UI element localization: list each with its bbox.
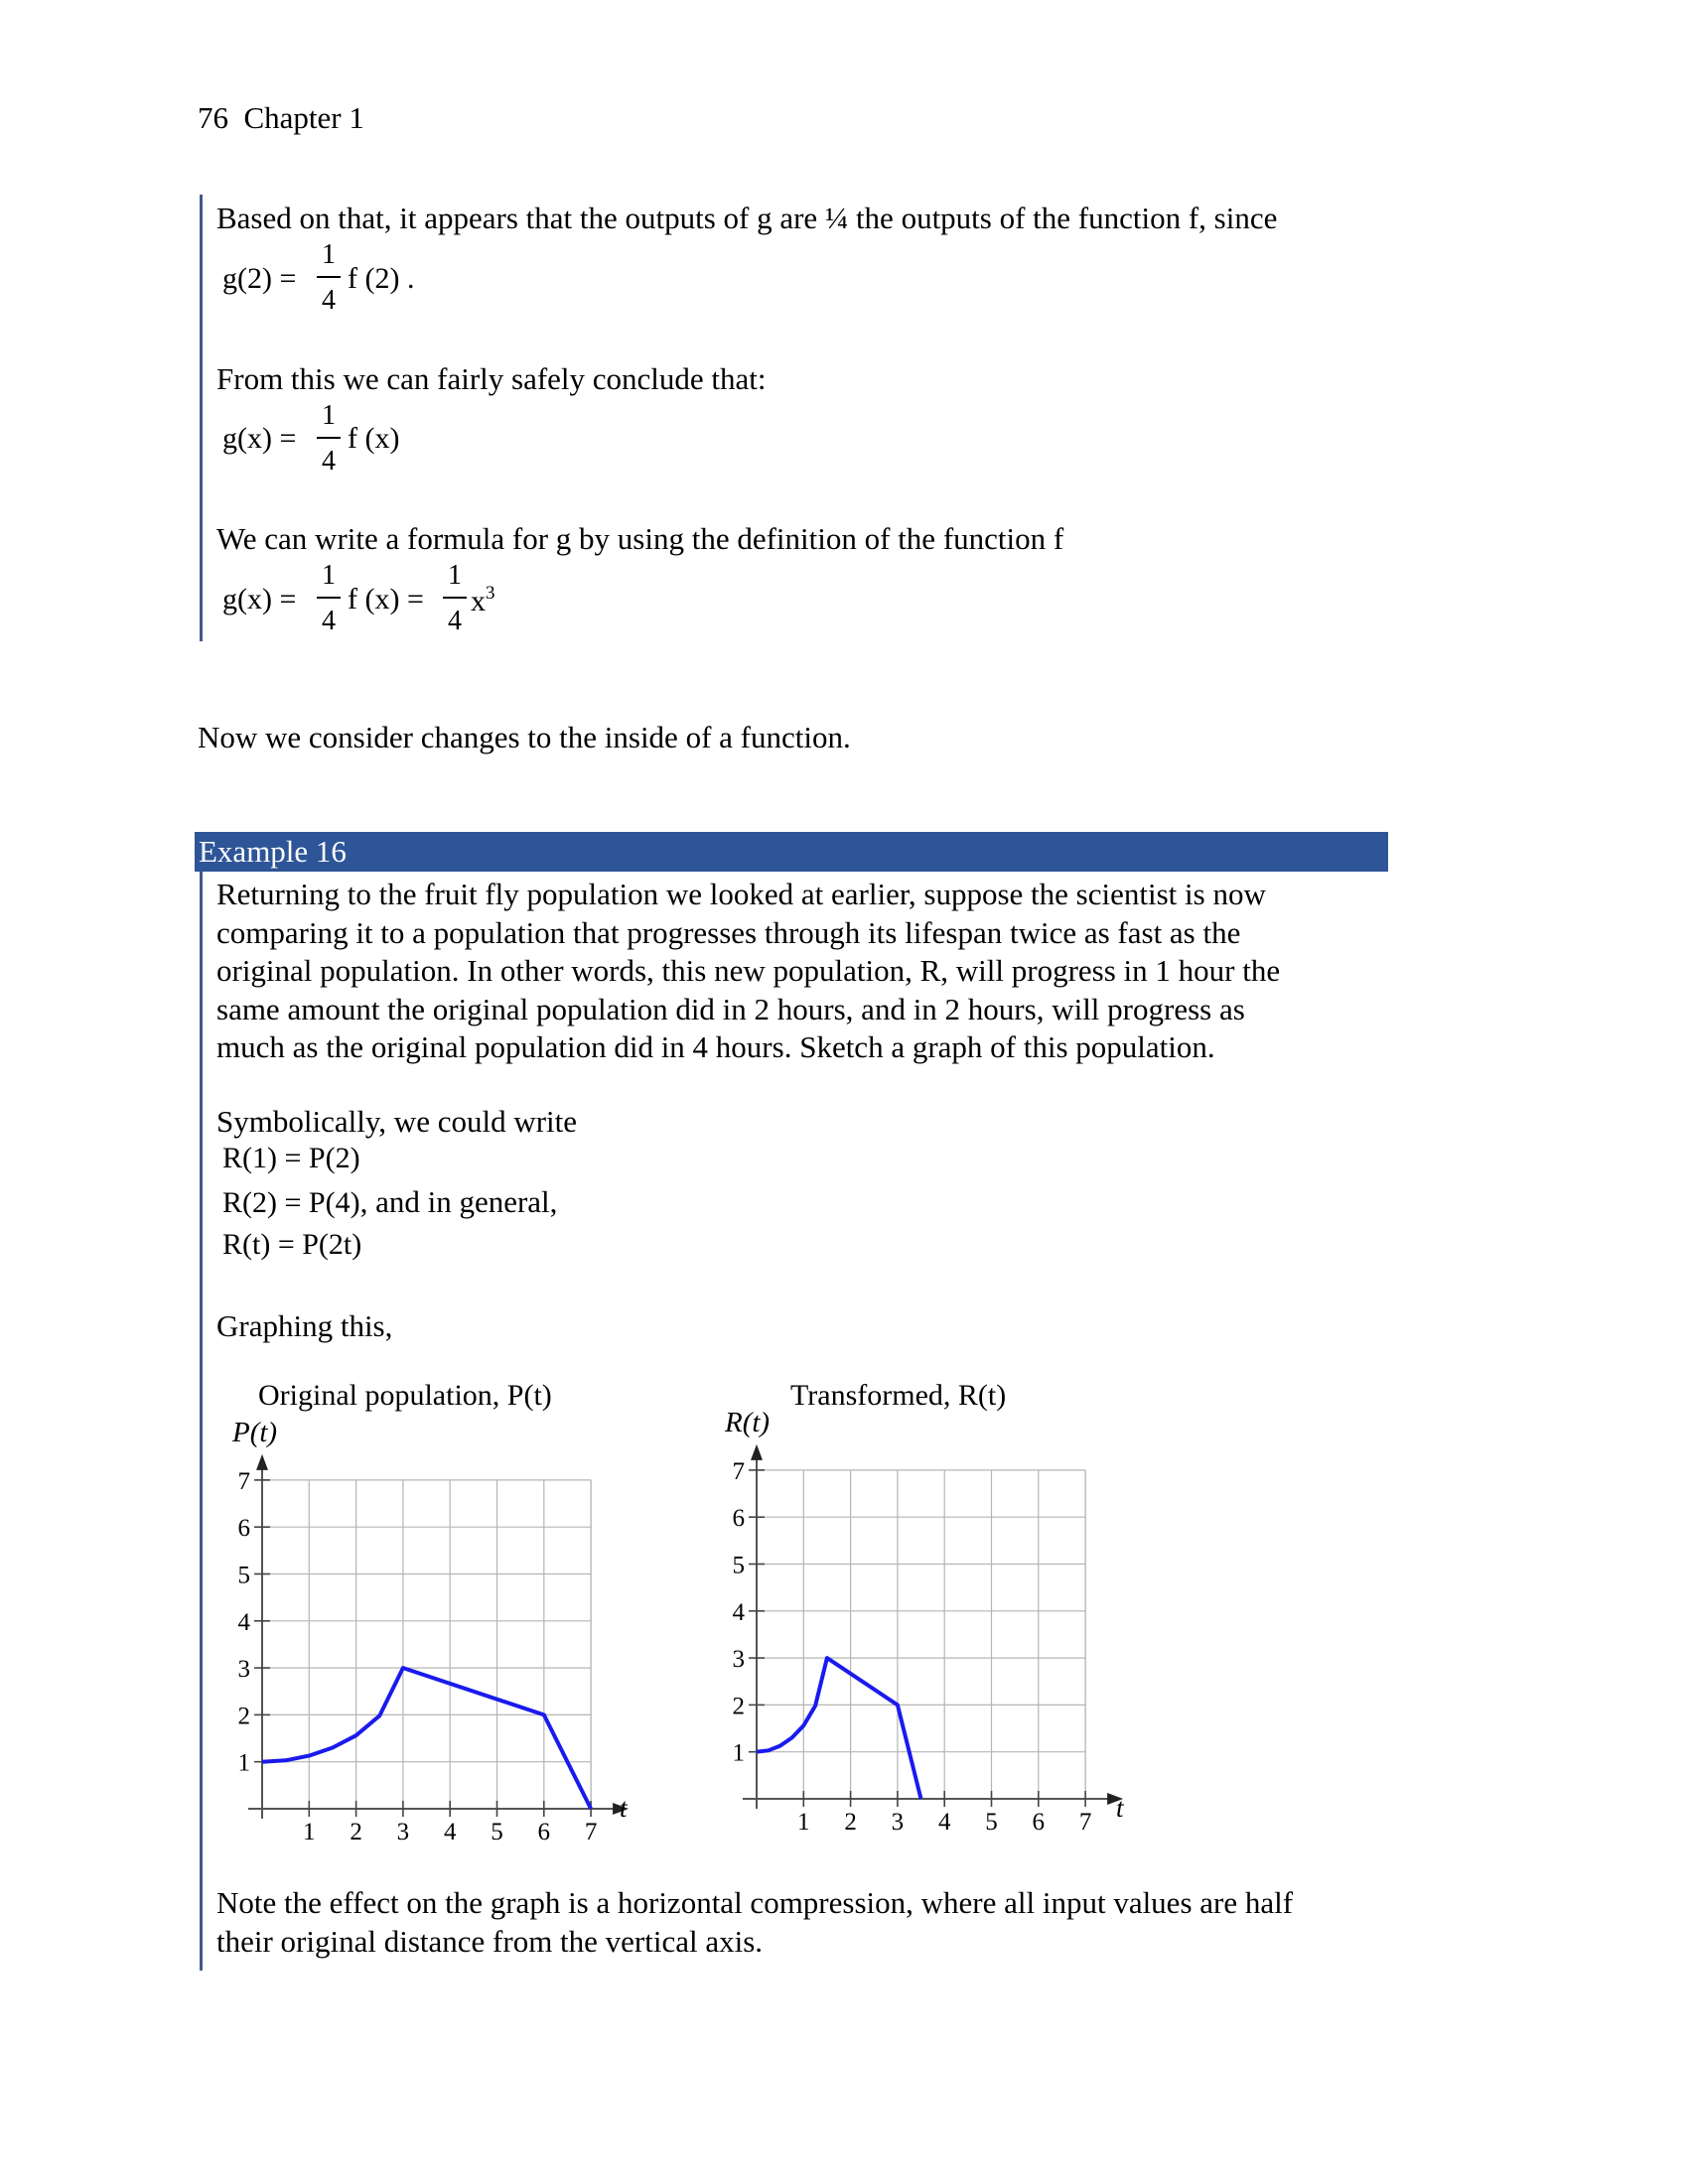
x-tick-label: 4	[937, 1809, 951, 1836]
y-tick-label: 7	[237, 1467, 250, 1495]
symbolic-eq-1: R(1) = P(2)	[222, 1142, 360, 1174]
eq3-denominator-1: 4	[322, 606, 336, 636]
eq1-lhs: g(2) =	[222, 262, 297, 295]
eq3-middle: f (x) =	[348, 583, 424, 615]
y-tick-label: 1	[237, 1749, 250, 1777]
x-tick-label: 2	[350, 1819, 362, 1845]
example-left-rule-top	[200, 195, 203, 641]
graphing-text: Graphing this,	[216, 1308, 393, 1343]
chart-title: Transformed, R(t)	[790, 1379, 1007, 1412]
x-tick-label: 5	[985, 1809, 998, 1836]
x-tick-label: 1	[303, 1819, 316, 1845]
y-tick-label: 4	[732, 1598, 745, 1626]
grid	[757, 1470, 1085, 1799]
x-tick-label: 3	[396, 1819, 410, 1845]
eq1-rhs: f (2) .	[348, 262, 415, 295]
y-tick-label: 2	[732, 1693, 745, 1720]
transition-sentence: Now we consider changes to the inside of a function.	[198, 720, 851, 754]
chart-ylabel: P(t)	[232, 1417, 278, 1448]
symbolic-intro: Symbolically, we could write	[216, 1104, 578, 1139]
chart-xlabel: t	[620, 1793, 628, 1823]
tick-labels	[238, 1468, 598, 1845]
x-tick-label: 2	[844, 1809, 857, 1836]
eq3-numerator-2: 1	[448, 560, 462, 591]
y-axis-arrow-icon	[256, 1454, 268, 1470]
symbolic-eq-2-tail: , and in general,	[359, 1184, 558, 1219]
example-title: Example 16	[199, 834, 347, 869]
y-tick-label: 7	[732, 1457, 745, 1485]
running-header	[198, 99, 364, 137]
block1-line3: We can write a formula for g by using the definition of the function f	[216, 521, 1064, 556]
y-tick-label: 2	[237, 1703, 250, 1730]
symbolic-eq-3: R(t) = P(2t)	[222, 1228, 362, 1261]
series-line	[262, 1668, 591, 1809]
eq2-rhs: f (x)	[348, 422, 400, 455]
y-tick-label: 5	[732, 1552, 745, 1579]
page-number: 76	[198, 100, 228, 135]
y-tick-label: 3	[732, 1646, 745, 1674]
x-tick-label: 3	[891, 1809, 905, 1836]
eq1-fraction-bar	[317, 276, 341, 278]
symbolic-eq-2: R(2) = P(4)	[222, 1186, 360, 1219]
y-tick-label: 6	[237, 1515, 250, 1543]
y-axis-arrow-icon	[751, 1444, 763, 1460]
eq3-denominator-2: 4	[448, 606, 462, 636]
block1-line1: Based on that, it appears that the outputs of g are ¼ the outputs of the function f, since	[216, 201, 1278, 235]
eq1-numerator: 1	[322, 239, 336, 270]
x-tick-label: 7	[1078, 1809, 1092, 1836]
eq2-fraction-bar	[317, 437, 341, 439]
y-tick-label: 6	[732, 1505, 745, 1533]
eq3-numerator-1: 1	[322, 560, 336, 591]
block1-line2: From this we can fairly safely conclude that:	[216, 361, 767, 396]
chart-ylabel: R(t)	[725, 1407, 771, 1438]
eq1-denominator: 4	[322, 285, 336, 316]
eq3-lhs: g(x) =	[222, 583, 297, 615]
eq3-exponent: 3	[486, 583, 495, 604]
axes	[248, 1454, 629, 1819]
eq2-numerator: 1	[322, 400, 336, 431]
x-tick-label: 1	[797, 1809, 810, 1836]
eq3-fraction-bar-2	[443, 597, 467, 599]
x-tick-label: 5	[491, 1819, 503, 1845]
x-tick-label: 4	[443, 1819, 457, 1845]
chart-xlabel: t	[1116, 1793, 1124, 1823]
x-tick-label: 7	[584, 1819, 598, 1845]
chart-original-population	[199, 1370, 665, 1856]
x-tick-label: 6	[1032, 1809, 1046, 1836]
grid	[262, 1480, 591, 1809]
chapter-label: Chapter 1	[243, 100, 364, 135]
y-tick-label: 3	[237, 1656, 250, 1684]
y-tick-label: 5	[237, 1562, 250, 1589]
series-line	[757, 1658, 921, 1799]
y-tick-label: 1	[732, 1739, 745, 1767]
y-tick-label: 4	[237, 1608, 250, 1636]
example-title-banner	[195, 832, 1388, 872]
symbolic-eq-2-line	[222, 1184, 557, 1220]
x-tick-label: 6	[537, 1819, 551, 1845]
eq3-rhs	[471, 583, 495, 618]
conclusion-paragraph: Note the effect on the graph is a horizontal compression, where all input values are half their original distance from the vertical axis.	[216, 1885, 1294, 1959]
eq2-denominator: 4	[322, 446, 336, 477]
tick-labels	[733, 1458, 1092, 1836]
example-paragraph: Returning to the fruit fly population we looked at earlier, suppose the scientist is now comparing it to a population that progresses through its lifespan twice as fast as the original population. In other words, this new population, R, will progress in 1 hour the same amount the original population did in 2 hours, and in 2 hours, will progress as much as the original population did in 4 hours. Sketch a graph of this population.	[216, 877, 1281, 1064]
eq3-variable: x	[471, 585, 486, 617]
chart-title: Original population, P(t)	[258, 1379, 552, 1412]
axes	[743, 1444, 1123, 1809]
eq2-lhs: g(x) =	[222, 422, 297, 455]
eq3-fraction-bar-1	[317, 597, 341, 599]
chart-transformed-population	[695, 1370, 1162, 1856]
